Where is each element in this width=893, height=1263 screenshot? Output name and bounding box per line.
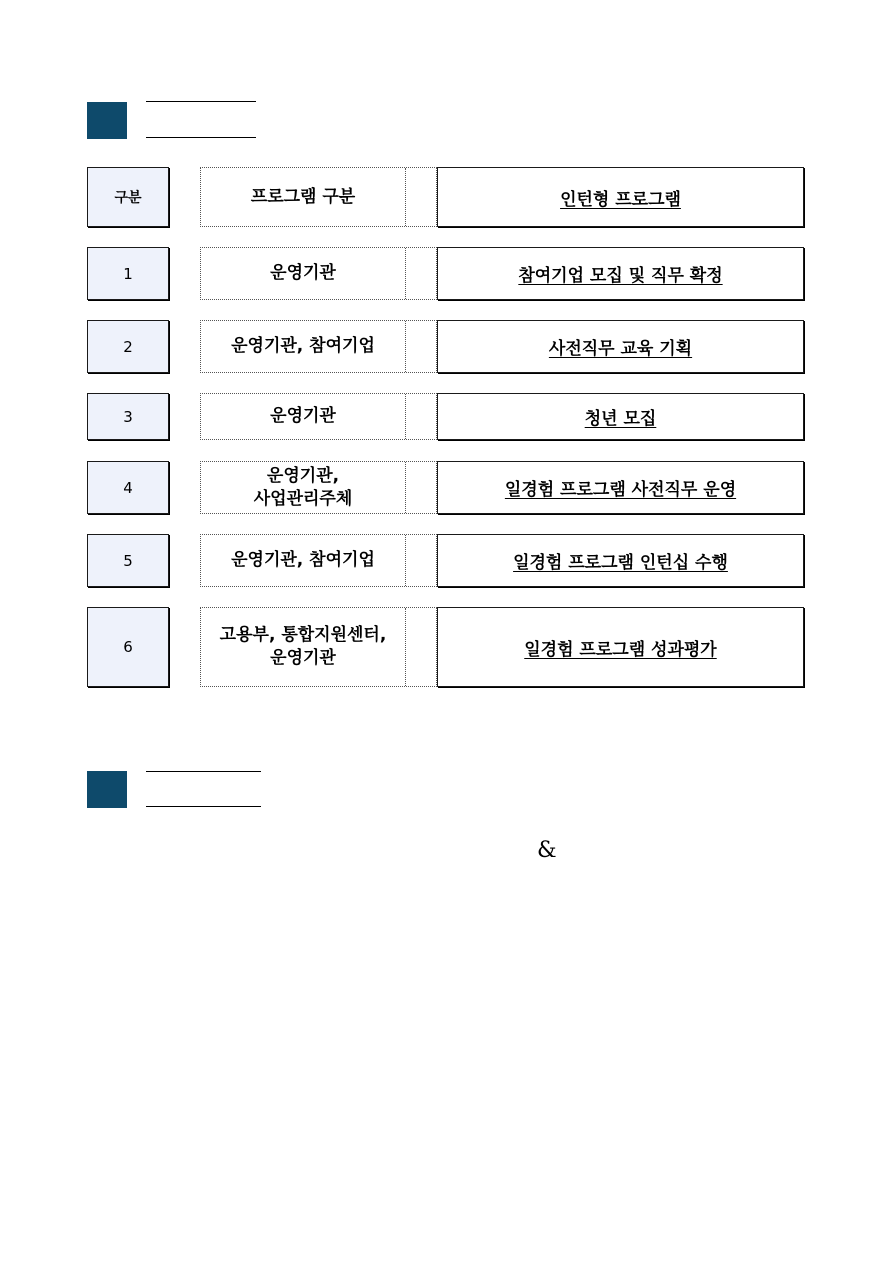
header-col-program-type bbox=[200, 167, 437, 227]
row-number: 1 bbox=[87, 247, 169, 300]
row-organization bbox=[200, 607, 437, 687]
row-organization-line-2: 운영기관 bbox=[270, 648, 336, 668]
column-divider bbox=[405, 321, 406, 372]
row-number: 3 bbox=[87, 393, 169, 440]
table-header-row bbox=[0, 167, 893, 228]
row-organization bbox=[200, 393, 437, 440]
column-divider bbox=[405, 535, 406, 586]
row-number: 2 bbox=[87, 320, 169, 373]
row-organization-text bbox=[201, 624, 405, 670]
table-row bbox=[0, 393, 893, 441]
section-2-marker bbox=[87, 771, 127, 808]
row-organization-line-1: 고용부, 통합지원센터, bbox=[219, 625, 387, 645]
row-organization-line-1: 운영기관, bbox=[266, 465, 340, 486]
section-2-title-line-top bbox=[146, 771, 261, 772]
row-task: 사전직무 교육 기획 bbox=[437, 320, 804, 373]
section-1-title-line-top bbox=[146, 101, 256, 102]
row-organization-text: 운영기관 bbox=[270, 263, 336, 283]
row-task: 일경험 프로그램 인턴십 수행 bbox=[437, 534, 804, 587]
table-row bbox=[0, 247, 893, 301]
header-col-intern-program: 인턴형 프로그램 bbox=[437, 167, 804, 227]
table-row bbox=[0, 607, 893, 688]
row-organization-text: 운영기관, 참여기업 bbox=[231, 336, 375, 356]
table-row bbox=[0, 534, 893, 588]
column-divider bbox=[405, 168, 406, 226]
table-row bbox=[0, 320, 893, 374]
row-organization-line-2: 사업관리주체 bbox=[253, 488, 353, 509]
row-organization-text: 운영기관 bbox=[270, 406, 336, 426]
column-divider bbox=[405, 608, 406, 686]
row-number: 6 bbox=[87, 607, 169, 687]
section-2-title-line-bottom bbox=[146, 806, 261, 807]
row-number: 4 bbox=[87, 461, 169, 514]
row-task: 일경험 프로그램 사전직무 운영 bbox=[437, 461, 804, 514]
ampersand-symbol: & bbox=[537, 838, 557, 863]
table-row bbox=[0, 461, 893, 515]
header-col-category: 구분 bbox=[87, 167, 169, 227]
column-divider bbox=[405, 248, 406, 299]
row-task: 참여기업 모집 및 직무 확정 bbox=[437, 247, 804, 300]
section-1-title-line-bottom bbox=[146, 137, 256, 138]
header-col-program-type-label: 프로그램 구분 bbox=[250, 186, 356, 207]
section-1-marker bbox=[87, 102, 127, 139]
row-organization bbox=[200, 247, 437, 300]
row-task: 청년 모집 bbox=[437, 393, 804, 440]
row-organization bbox=[200, 461, 437, 514]
column-divider bbox=[405, 462, 406, 513]
row-organization-text bbox=[201, 465, 405, 511]
row-organization bbox=[200, 320, 437, 373]
row-number: 5 bbox=[87, 534, 169, 587]
row-task: 일경험 프로그램 성과평가 bbox=[437, 607, 804, 687]
row-organization bbox=[200, 534, 437, 587]
column-divider bbox=[405, 394, 406, 439]
row-organization-text: 운영기관, 참여기업 bbox=[231, 550, 375, 570]
